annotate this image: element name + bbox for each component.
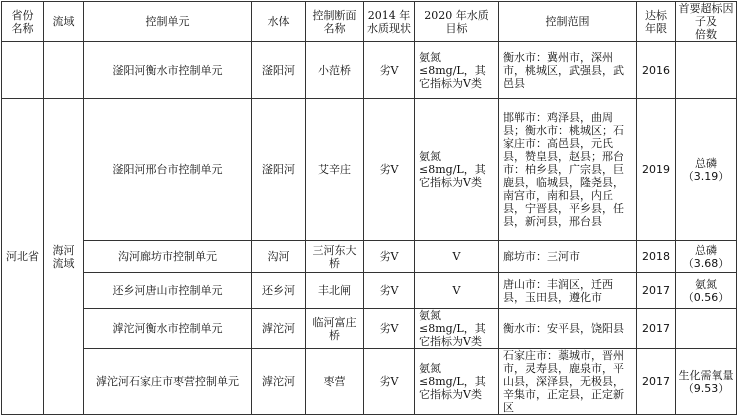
status-cell: 劣Ⅴ [364,99,415,241]
table-row [2,273,737,309]
scope-cell: 邯郸市：鸡泽县，曲周县；衡水市：桃城区；石家庄市：高邑县，元氏县，赞皇县，赵县；邢台市：柏乡县，广宗县，巨鹿县，临城县，隆尧县，南宫市，南和县，内丘县，宁晋县，平乡县，任县，新河县，邢台县 [499,99,637,241]
factor-cell: 总磷（3.68） [676,241,737,273]
section-name-cell: 枣营 [306,349,364,415]
target-cell: 氨氮≤8mg/L，其它指标为Ⅴ类 [415,349,499,415]
table-row [2,349,737,415]
table-row [2,99,737,241]
factor-cell: 生化需氧量（9.53） [676,349,737,415]
basin-cell-empty [44,42,84,99]
scope-cell: 衡水市：冀州市，深州市，桃城区，武强县，武邑县 [499,42,637,99]
year-cell: 2017 [637,349,676,415]
header-section-name: 控制断面 名称 [306,2,364,42]
target-cell: 氨氮≤8mg/L，其它指标为Ⅴ类 [415,309,499,349]
year-cell: 2016 [637,42,676,99]
control-unit-cell: 滏阳河邢台市控制单元 [84,99,252,241]
year-cell: 2017 [637,309,676,349]
header-control-unit: 控制单元 [84,2,252,42]
water-body-cell: 滏阳河 [252,99,306,241]
year-cell: 2019 [637,99,676,241]
control-unit-table [1,1,737,415]
factor-cell: 氨氮（0.56） [676,273,737,309]
target-cell: Ⅴ [415,241,499,273]
scope-cell: 石家庄市：藁城市，晋州市，灵寿县，鹿泉市，平山县，深泽县，无极县，辛集市，正定县，正定新区 [499,349,637,415]
header-2014-status: 2014 年 水质现状 [364,2,415,42]
scope-cell: 衡水市：安平县，饶阳县 [499,309,637,349]
control-unit-cell: 还乡河唐山市控制单元 [84,273,252,309]
section-name-cell: 三河东大桥 [306,241,364,273]
section-name-cell: 艾辛庄 [306,99,364,241]
water-body-cell: 滹沱河 [252,309,306,349]
control-unit-cell: 滹沱河衡水市控制单元 [84,309,252,349]
table-row [2,309,737,349]
factor-cell [676,42,737,99]
water-body-cell: 滏阳河 [252,42,306,99]
status-cell: 劣Ⅴ [364,309,415,349]
water-body-cell: 还乡河 [252,273,306,309]
section-name-cell: 丰北闸 [306,273,364,309]
status-cell: 劣Ⅴ [364,241,415,273]
header-primary-factor: 首要超标因子及 倍数 [676,2,737,42]
scope-cell: 廊坊市：三河市 [499,241,637,273]
water-body-cell: 滹沱河 [252,349,306,415]
year-cell: 2018 [637,241,676,273]
province-cell: 河北省 [2,99,44,415]
header-control-scope: 控制范围 [499,2,637,42]
year-cell: 2017 [637,273,676,309]
control-unit-cell: 滏阳河衡水市控制单元 [84,42,252,99]
section-name-cell: 临河富庄桥 [306,309,364,349]
scope-cell: 唐山市：丰润区，迁西县，玉田县，遵化市 [499,273,637,309]
table-row [2,241,737,273]
header-target-year: 达标 年限 [637,2,676,42]
factor-cell: 总磷（3.19） [676,99,737,241]
target-cell: 氨氮≤8mg/L，其它指标为Ⅴ类 [415,42,499,99]
header-basin: 流域 [44,2,84,42]
province-cell-empty [2,42,44,99]
status-cell: 劣Ⅴ [364,273,415,309]
factor-cell [676,309,737,349]
table-row [2,42,737,99]
target-cell: 氨氮≤8mg/L，其它指标为Ⅴ类 [415,99,499,241]
control-unit-cell: 滹沱河石家庄市枣营控制单元 [84,349,252,415]
section-name-cell: 小范桥 [306,42,364,99]
status-cell: 劣Ⅴ [364,349,415,415]
water-body-cell: 沟河 [252,241,306,273]
header-water-body: 水体 [252,2,306,42]
header-province: 省份 名称 [2,2,44,42]
basin-cell: 海河 流域 [44,99,84,415]
target-cell: Ⅴ [415,273,499,309]
header-row [2,2,737,42]
control-unit-cell: 沟河廊坊市控制单元 [84,241,252,273]
status-cell: 劣Ⅴ [364,42,415,99]
header-2020-target: 2020 年水质 目标 [415,2,499,42]
